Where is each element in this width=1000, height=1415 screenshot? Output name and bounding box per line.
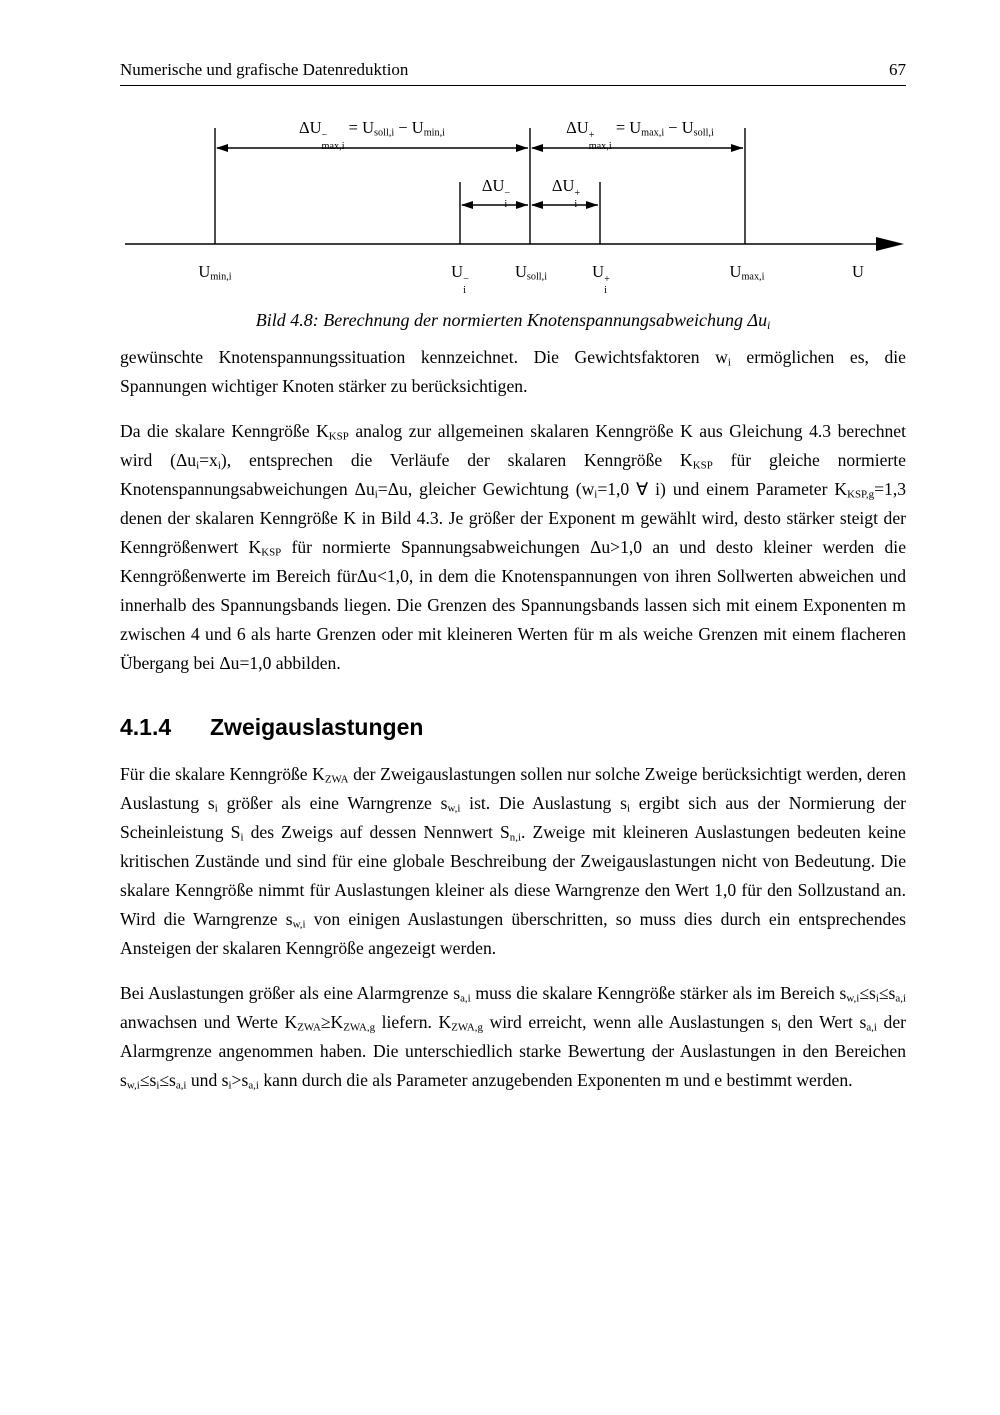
axis-label-u-max: $U_{max,i}$ [729,262,765,283]
paragraph: Bei Auslastungen größer als eine Alarmgrenze $s_{a,i}$ muss die skalare Kenngröße stärker als im Bereich $s_{w,i}\le s_i\le s_{a,i}$ anwachsen und Werte $K_{ZWA}\ge K_{ZWA,g}$ liefern. $K_{ZWA,g}$ wird erreicht, wenn alle Auslastungen $s_i$ den Wert $s_{a,i}$ der Alarmgrenze angenommen haben. Die unterschiedlich starke Bewertung der Auslastungen in den Bereichen $s_{w,i}\le s_i\le s_{a,i}$ und $s_i>s_{a,i}$ kann durch die als Parameter anzugebenden Exponenten m und e bestimmt werden. [120,982,906,1092]
section-title: Zweigauslastungen [210,714,424,740]
axis-label-u: U [852,262,864,281]
page-header [120,60,906,86]
delta-ui-minus-label: ΔU − i [481,176,511,211]
axis-label-u-soll: $U_{soll,i}$ [514,262,548,283]
paragraph: Da die skalare Kenngröße $K_{KSP}$ analog zur allgemeinen skalaren Kenngröße K aus Gleichung 4.3 berechnet wird $(\Delta u_i=x_i)$, entsprechen die Verläufe der skalaren Kenngröße $K_{KSP}$ für gleiche normierte Knotenspannungsabweichungen $\Delta u_i=\Delta u$, gleicher Gewichtung ($w_i=1,0$ ∀ i) und einem Parameter $K_{KSP,g}=1,3$ denen der skalaren Kenngröße K in Bild 4.3. Je größer der Exponent m gewählt wird, desto stärker steigt der Kenngrößenwert $K_{KSP}$ für normierte Spannungsabweichungen Δu>1,0 an und desto kleiner werden die Kenngrößenwerte im Bereich fürΔu<1,0, in dem die Knotenspannungen von ihren Sollwerten abweichen und innerhalb des Spannungsbands liegen. Die Grenzen des Spannungsbands lassen sich mit einem Exponenten m zwischen 4 und 6 als harte Grenzen oder mit kleineren Werten für m als weiche Grenzen mit einem flacheren Übergang bei Δu=1,0 abbilden. [120,421,907,673]
page-number: 67 [889,60,906,79]
axis-label-u-plus: U + i [592,262,610,297]
axis-arrowhead [876,237,904,251]
span-label-right: ΔU + max,i = $U_{max,i} - U_{soll,i}$ [566,118,714,153]
figure-caption: Bild 4.8: Berechnung der normierten Knotenspannungsabweichung $\Delta u_i$ [255,310,771,332]
delta-ui-plus-label: ΔU + i [551,176,581,211]
axis-label-u-minus: U − i [451,262,469,297]
paragraph: gewünschte Knotenspannungssituation kennzeichnet. Die Gewichtsfaktoren $w_i$ ermöglichen es, die Spannungen wichtiger Knoten stärker zu berücksichtigen. [120,347,906,396]
span-label-left: ΔU − max,i = $U_{soll,i} - U_{min,i}$ [299,118,445,153]
axis-label-u-min: $U_{min,i}$ [198,262,232,283]
section-heading [120,714,906,742]
figure-diagram [0,112,1000,304]
running-title: Numerische und grafische Datenreduktion [120,60,409,79]
body-text [120,343,906,1111]
section-number: 4.1.4 [120,714,172,740]
paragraph: Für die skalare Kenngröße $K_{ZWA}$ der Zweigauslastungen sollen nur solche Zweige berücksichtigt werden, deren Auslastung $s_i$ größer als eine Warngrenze $s_{w,i}$ ist. Die Auslastung $s_i$ ergibt sich aus der Normierung der Scheinleistung $S_i$ des Zweigs auf dessen Nennwert $S_{n,i}$. Zweige mit kleineren Auslastungen bedeuten keine kritischen Zustände und sind für eine globale Beschreibung der Zweigauslastungen nicht von Bedeutung. Die skalare Kenngröße nimmt für Auslastungen kleiner als diese Warngrenze den Wert 1,0 für den Sollzustand an. Wird die Warngrenze $s_{w,i}$ von einigen Auslastungen überschritten, so muss dies durch ein entsprechendes Ansteigen der skalaren Kenngröße angezeigt werden. [120,763,907,958]
